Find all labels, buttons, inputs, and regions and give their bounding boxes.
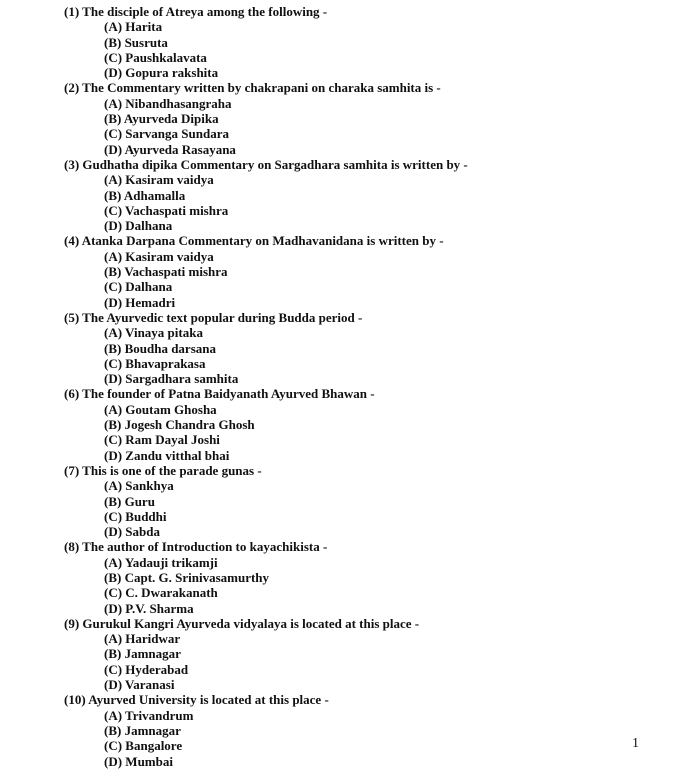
question-4 <box>64 233 664 309</box>
answer-option: (D) Gopura rakshita <box>104 65 219 81</box>
answer-option: (D) Sargadhara samhita <box>104 371 239 387</box>
answer-option: (A) Kasiram vaidya <box>104 248 214 264</box>
answer-option: (C) Bhavaprakasa <box>104 355 206 371</box>
question-list <box>64 4 664 769</box>
question-9 <box>64 616 664 692</box>
answer-option: (C) Ram Dayal Joshi <box>104 432 220 448</box>
answer-option: (A) Yadauji trikamji <box>104 554 218 570</box>
answer-option: (D) Varanasi <box>104 677 175 693</box>
answer-option: (D) Mumbai <box>104 753 173 769</box>
question-text: (10) Ayurved University is located at this place - <box>64 692 329 708</box>
answer-option: (B) Guru <box>104 493 155 509</box>
question-text: (3) Gudhatha dipika Commentary on Sargadhara samhita is written by - <box>64 156 468 172</box>
answer-option: (D) Sabda <box>104 524 160 540</box>
answer-option: (B) Adhamalla <box>104 187 186 203</box>
answer-option: (D) Dalhana <box>104 218 173 234</box>
answer-option: (B) Jamnagar <box>104 646 181 662</box>
answer-option: (B) Jamnagar <box>104 722 181 738</box>
answer-option: (C) Sarvanga Sundara <box>104 126 229 142</box>
question-text: (5) The Ayurvedic text popular during Budda period - <box>64 309 363 325</box>
answer-option: (B) Susruta <box>104 34 168 50</box>
answer-option: (A) Vinaya pitaka <box>104 325 203 341</box>
answer-option: (B) Jogesh Chandra Ghosh <box>104 417 255 433</box>
answer-option: (B) Vachaspati mishra <box>104 264 228 280</box>
question-text: (4) Atanka Darpana Commentary on Madhavanidana is written by - <box>64 233 444 249</box>
answer-option: (A) Nibandhasangraha <box>104 95 232 111</box>
answer-option: (C) Buddhi <box>104 508 167 524</box>
answer-option: (D) Hemadri <box>104 294 176 310</box>
question-text: (8) The author of Introduction to kayachikista - <box>64 539 328 555</box>
answer-option: (A) Trivandrum <box>104 707 194 723</box>
answer-option: (A) Sankhya <box>104 478 174 494</box>
answer-option: (B) Ayurveda Dipika <box>104 111 219 127</box>
question-1 <box>64 4 664 80</box>
question-6 <box>64 386 664 462</box>
question-8 <box>64 539 664 615</box>
answer-option: (C) Paushkalavata <box>104 49 207 65</box>
page-number: 1 <box>632 736 639 751</box>
answer-option: (C) C. Dwarakanath <box>104 585 218 601</box>
answer-option: (D) P.V. Sharma <box>104 600 194 616</box>
question-2 <box>64 80 664 156</box>
answer-option: (C) Hyderabad <box>104 661 189 677</box>
answer-option: (A) Goutam Ghosha <box>104 401 217 417</box>
question-text: (9) Gurukul Kangri Ayurveda vidyalaya is located at this place - <box>64 615 420 631</box>
answer-option: (B) Boudha darsana <box>104 340 216 356</box>
answer-option: (A) Kasiram vaidya <box>104 172 214 188</box>
answer-option: (A) Harita <box>104 19 163 35</box>
question-5 <box>64 310 664 386</box>
question-3 <box>64 157 664 233</box>
answer-option: (C) Dalhana <box>104 279 173 295</box>
answer-option: (D) Zandu vitthal bhai <box>104 447 230 463</box>
answer-option: (A) Haridwar <box>104 631 181 647</box>
question-text: (2) The Commentary written by chakrapani on charaka samhita is - <box>64 80 441 96</box>
answer-option: (C) Vachaspati mishra <box>104 202 229 218</box>
answer-option: (D) Ayurveda Rasayana <box>104 141 236 157</box>
question-text: (7) This is one of the parade gunas - <box>64 462 262 478</box>
question-7 <box>64 463 664 539</box>
answer-option: (B) Capt. G. Srinivasamurthy <box>104 569 270 585</box>
question-10 <box>64 692 664 768</box>
question-text: (1) The disciple of Atreya among the following - <box>64 4 328 19</box>
question-text: (6) The founder of Patna Baidyanath Ayurved Bhawan - <box>64 386 375 402</box>
answer-option: (C) Bangalore <box>104 738 183 754</box>
